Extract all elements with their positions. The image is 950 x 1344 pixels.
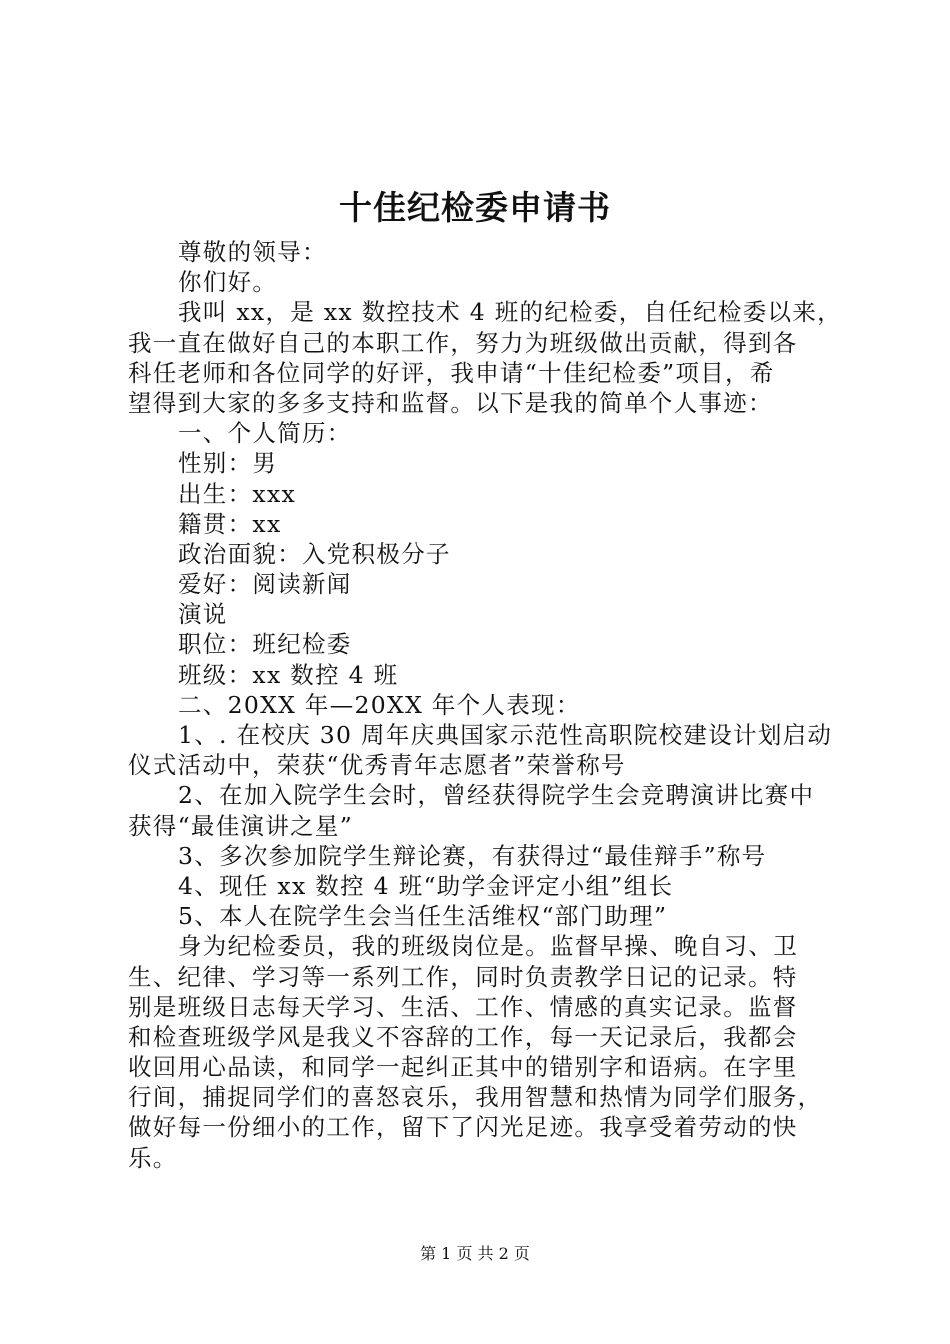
document-line: 二、20XX 年—20XX 年个人表现： xyxy=(178,690,581,719)
document-line: 做好每一份细小的工作，留下了闪光足迹。我享受着劳动的快 xyxy=(128,1113,798,1142)
document-line: 身为纪检委员，我的班级岗位是。监督早操、晚自习、卫 xyxy=(178,932,798,961)
document-line: 出生：xxx xyxy=(178,479,297,508)
document-body xyxy=(128,237,842,1173)
document-line: 性别：男 xyxy=(178,449,278,478)
document-line: 获得“最佳演讲之星” xyxy=(128,811,354,840)
document-line: 爱好：阅读新闻 xyxy=(178,570,352,599)
document-line: 政治面貌：入党积极分子 xyxy=(178,539,451,568)
document-line: 仪式活动中，荣获“优秀青年志愿者”荣誉称号 xyxy=(128,751,626,780)
document-line: 1、. 在校庆 30 周年庆典国家示范性高职院校建设计划启动 xyxy=(178,721,833,749)
document-line: 行间，捕捉同学们的喜怒哀乐，我用智慧和热情为同学们服务， xyxy=(128,1083,823,1112)
document-line: 3、多次参加院学生辩论赛，有获得过“最佳辩手”称号 xyxy=(178,841,767,870)
document-line: 我叫 xx，是 xx 数控技术 4 班的纪检委，自任纪检委以来， xyxy=(178,298,842,327)
document-line: 和检查班级学风是我义不容辞的工作，每一天记录后，我都会 xyxy=(128,1022,798,1051)
document-line: 演说 xyxy=(178,600,228,629)
document-line: 生、纪律、学习等一系列工作，同时负责教学日记的记录。特 xyxy=(128,962,798,991)
document-line: 尊敬的领导： xyxy=(178,238,327,266)
document-line: 班级：xx 数控 4 班 xyxy=(178,660,399,689)
document-line: 5、本人在院学生会当任生活维权“部门助理” xyxy=(178,902,668,931)
document-line: 我一直在做好自己的本职工作，努力为班级做出贡献，得到各 xyxy=(128,328,798,357)
document-line: 别是班级日志每天学习、生活、工作、情感的真实记录。监督 xyxy=(128,992,798,1021)
page-footer: 第 1 页 共 2 页 xyxy=(420,1244,530,1263)
document-line: 2、在加入院学生会时，曾经获得院学生会竞聘演讲比赛中 xyxy=(178,781,815,810)
document-line: 一、个人简历： xyxy=(178,419,352,448)
document-line: 收回用心品读，和同学一起纠正其中的错别字和语病。在字里 xyxy=(128,1053,798,1082)
document-line: 科任老师和各位同学的好评，我申请“十佳纪检委”项目，希 xyxy=(128,358,775,387)
document-line: 乐。 xyxy=(128,1143,178,1172)
document-line: 4、现任 xx 数控 4 班“助学金评定小组”组长 xyxy=(178,871,674,900)
document-title: 十佳纪检委申请书 xyxy=(339,188,611,227)
document-line: 望得到大家的多多支持和监督。以下是我的简单个人事迹： xyxy=(128,388,773,417)
document-line: 籍贯：xx xyxy=(178,509,282,538)
document-line: 职位：班纪检委 xyxy=(178,630,352,659)
document-line: 你们好。 xyxy=(178,268,278,297)
